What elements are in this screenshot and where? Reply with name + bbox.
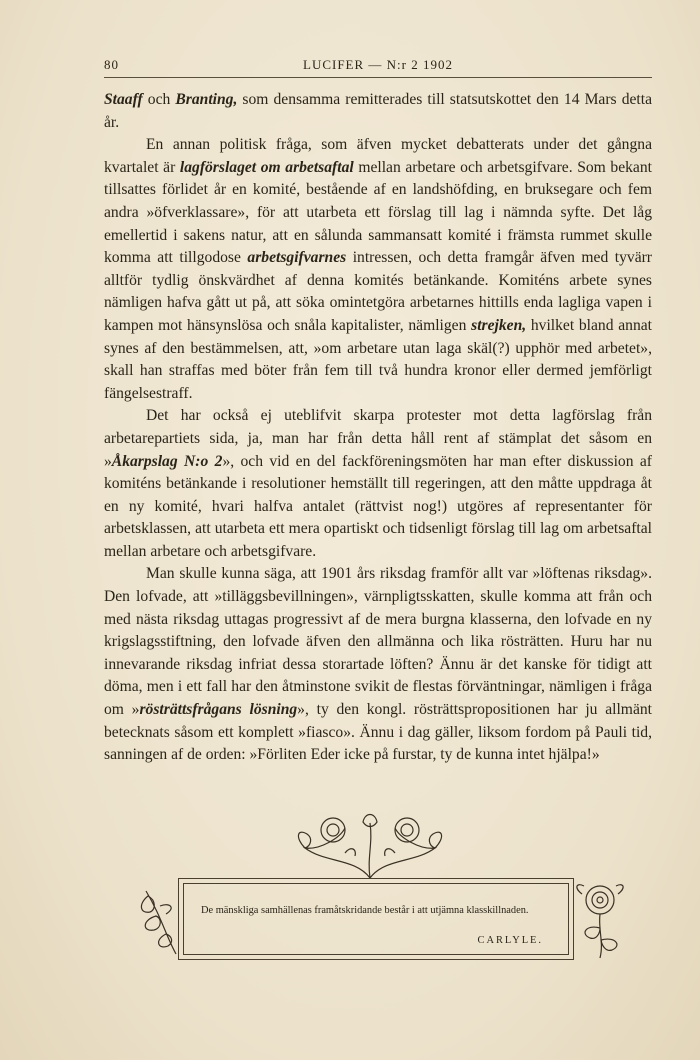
p3-text-a: Det har också ej uteblifvit skarpa protester mot detta lagförslag från arbetarepartiets sida, ja, man har från detta håll rent af stämplat det såsom en » bbox=[104, 407, 652, 470]
p2-text-a: En annan politisk fråga, som äfven mycket debatterats under det gångna kvartalet är bbox=[104, 136, 652, 176]
p1-text-b: och bbox=[142, 91, 176, 108]
name-staaff: Staaff bbox=[104, 91, 143, 108]
term-akarpslag: Åkarpslag N:o 2 bbox=[111, 452, 223, 470]
paragraph-1 bbox=[104, 89, 652, 134]
running-title: LUCIFER — N:r 2 1902 bbox=[303, 57, 453, 72]
p2-text-c: mellan arbetare och arbetsgifvare. Som bekant tillsattes förlidet år en komité, bestående af en landshöfding, en bruksegare och fem andra »öfverklassare», för att utarbeta ett förslag till lag i nämnda syfte. Det låg emellertid i sakens natur, att en sålunda sammansatt komité i främsta rummet skulle komma att tillgodose bbox=[104, 158, 652, 267]
term-rostratt: rösträttsfrågans lösning bbox=[139, 701, 298, 719]
term-arbetsgifvarnes: arbetsgifvarnes bbox=[247, 249, 347, 267]
name-branting: Branting, bbox=[175, 91, 238, 108]
p2-text-g: hvilket bland annat synes af den bestämmelsen, att, »om arbetare utan laga skäl(?) upphör med arbetet», skall han straffas med böter från fem till två hundra kronor eller dermed jemförligt fängelsestraff. bbox=[104, 316, 653, 402]
p4-text-c: », ty den kongl. rösträttspropositionen har ju allmänt betecknats såsom ett komplett »fiasco». Ännu i dag gäller, liksom fordom på Pauli tid, sanningen af de orden: »Förliten Eder icke på furstar, ty de kunna intet hjälpa!» bbox=[104, 701, 652, 764]
page-number: 80 bbox=[104, 57, 119, 72]
p1-text-d: som densamma remitterades till statsutskottet den 14 Mars detta år. bbox=[104, 91, 652, 131]
floral-ornament-top-icon bbox=[285, 808, 455, 880]
running-header bbox=[104, 55, 652, 78]
term-lagforslaget: lagförslaget om arbetsaftal bbox=[179, 158, 354, 176]
quote-author: CARLYLE. bbox=[477, 935, 543, 946]
quote-frame bbox=[178, 878, 574, 960]
p2-text-e: intressen, och detta framgår äfven med tyvärr alltför tydlig önskvärdhet af denna komités betänkande. Komiténs arbete synes nämligen hafva gått ut på, att söka omintetgöra arbetarnes hittills enda lagliga vapen i kampen mot hänsynslösa och snåla kapitalister, nämligen bbox=[104, 249, 653, 334]
term-strejken: strejken, bbox=[471, 316, 527, 334]
paragraph-2 bbox=[104, 134, 652, 405]
body-text bbox=[104, 89, 652, 767]
p3-text-c: », och vid en del fackföreningsmöten har man efter diskussion af komiténs betänkande i resolutioner hemställt till regeringen, att den måtte uppdraga åt en ny komité, hvari halfva antalet (rättvist nog!) utgöres af representanter för arbetsklassen, att utarbeta ett mera opartiskt och tidsenligt förslag till lag om arbetsaftal mellan arbetare och arbetsgifvare. bbox=[104, 452, 652, 560]
floral-ornament-right-icon bbox=[570, 880, 630, 960]
p4-text-a: Man skulle kunna säga, att 1901 års riksdag framför allt var »löftenas riksdag». Den lofvade, att »tilläggsbevillningen», värnpligtsskatten, skulle komma att från och med nästa riksdag uttagas progressivt af de mera burgna klasserna, den lofvade en ny krigslagsstiftning, den lofvade äfven den allmänna och lika rösträtten. Huru har nu innevarande riksdag infriat dessa storartade löften? Ännu är det kanske för tidigt att döma, men i ett fall har den åtminstone svikit de flestas förväntningar, nämligen i fråga om » bbox=[104, 565, 652, 719]
paragraph-4 bbox=[104, 563, 652, 766]
paragraph-3 bbox=[104, 405, 652, 563]
quote-text: De mänskliga samhällenas framåtskridande består i att utjämna klasskillnaden. bbox=[201, 905, 529, 916]
